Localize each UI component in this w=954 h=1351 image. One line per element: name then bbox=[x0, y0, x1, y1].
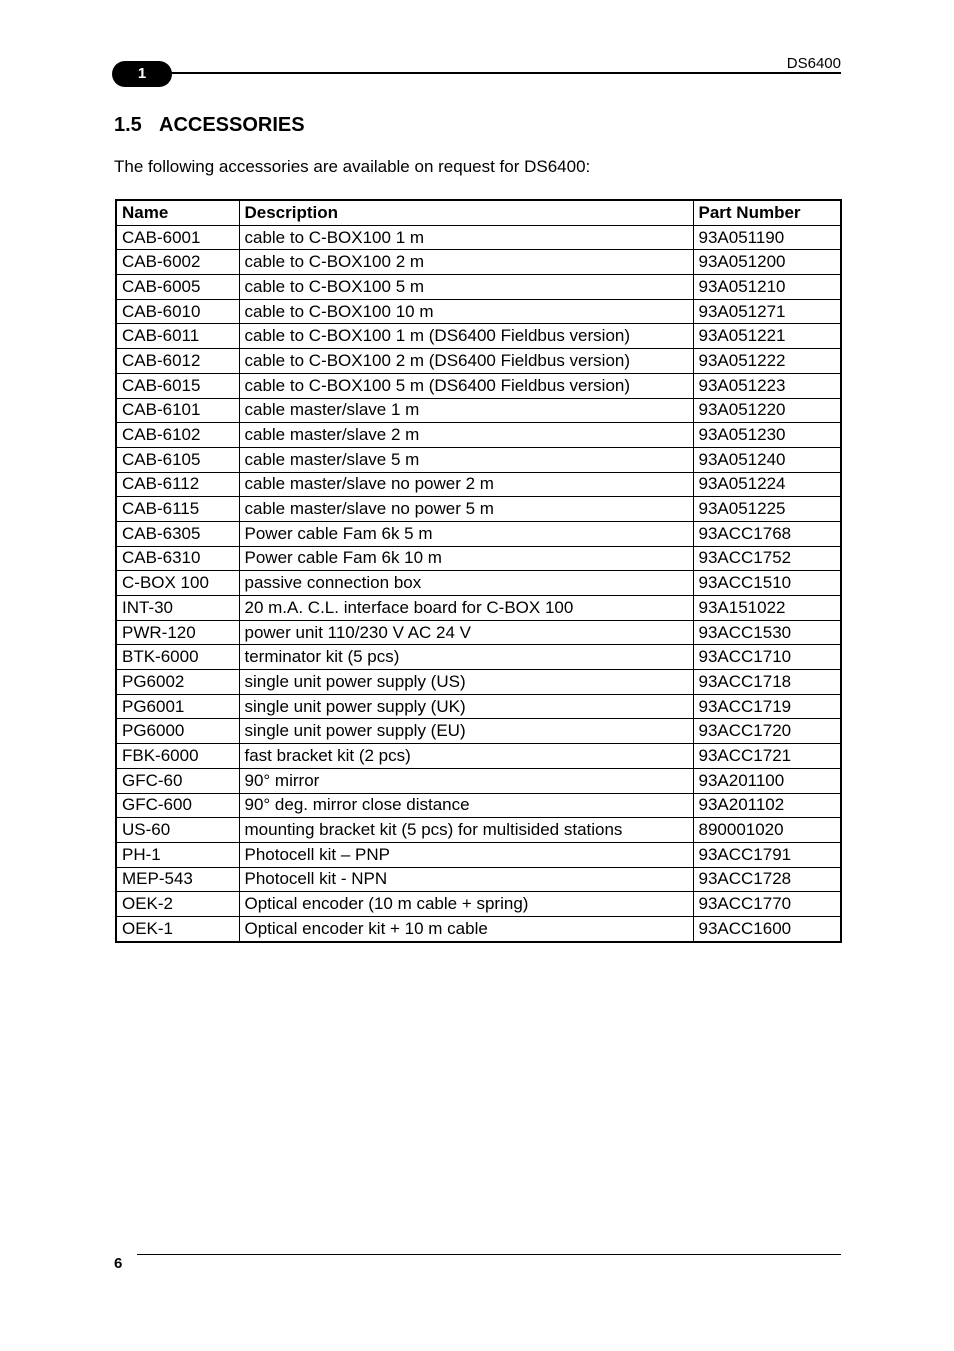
cell-part-number: 93A051230 bbox=[693, 423, 841, 448]
cell-part-number: 93A051240 bbox=[693, 447, 841, 472]
chapter-badge: 1 bbox=[112, 61, 172, 87]
table-row bbox=[116, 596, 841, 621]
cell-name: CAB-6005 bbox=[116, 275, 239, 300]
header-rule bbox=[150, 72, 841, 74]
cell-name: CAB-6102 bbox=[116, 423, 239, 448]
cell-name: PH-1 bbox=[116, 842, 239, 867]
table-header-row bbox=[116, 200, 841, 225]
table-row bbox=[116, 892, 841, 917]
table-row bbox=[116, 571, 841, 596]
cell-description: Power cable Fam 6k 5 m bbox=[239, 521, 693, 546]
cell-name: CAB-6012 bbox=[116, 349, 239, 374]
page-number: 6 bbox=[114, 1255, 123, 1272]
header-name: Name bbox=[116, 200, 239, 225]
cell-description: Photocell kit - NPN bbox=[239, 867, 693, 892]
cell-name: GFC-600 bbox=[116, 793, 239, 818]
section-heading: ACCESSORIES bbox=[159, 114, 305, 136]
cell-name: PG6001 bbox=[116, 694, 239, 719]
cell-name: FBK-6000 bbox=[116, 744, 239, 769]
cell-part-number: 93A051221 bbox=[693, 324, 841, 349]
cell-part-number: 93A201100 bbox=[693, 768, 841, 793]
cell-name: BTK-6000 bbox=[116, 645, 239, 670]
cell-part-number: 93ACC1770 bbox=[693, 892, 841, 917]
table-row bbox=[116, 546, 841, 571]
cell-name: PWR-120 bbox=[116, 620, 239, 645]
accessories-table bbox=[115, 199, 842, 943]
cell-part-number: 93A051220 bbox=[693, 398, 841, 423]
cell-description: passive connection box bbox=[239, 571, 693, 596]
cell-name: PG6000 bbox=[116, 719, 239, 744]
table-row bbox=[116, 324, 841, 349]
cell-description: cable master/slave no power 2 m bbox=[239, 472, 693, 497]
cell-part-number: 93ACC1530 bbox=[693, 620, 841, 645]
cell-description: fast bracket kit (2 pcs) bbox=[239, 744, 693, 769]
cell-name: OEK-2 bbox=[116, 892, 239, 917]
cell-description: cable to C-BOX100 1 m bbox=[239, 225, 693, 250]
table-row bbox=[116, 818, 841, 843]
table-row bbox=[116, 916, 841, 941]
table-row bbox=[116, 472, 841, 497]
cell-part-number: 93A051271 bbox=[693, 299, 841, 324]
cell-description: Power cable Fam 6k 10 m bbox=[239, 546, 693, 571]
cell-part-number: 93ACC1510 bbox=[693, 571, 841, 596]
table-row bbox=[116, 275, 841, 300]
cell-description: cable master/slave 1 m bbox=[239, 398, 693, 423]
cell-description: single unit power supply (UK) bbox=[239, 694, 693, 719]
table-row bbox=[116, 521, 841, 546]
table-row bbox=[116, 447, 841, 472]
table-row bbox=[116, 349, 841, 374]
table-row bbox=[116, 694, 841, 719]
cell-description: cable to C-BOX100 10 m bbox=[239, 299, 693, 324]
cell-name: CAB-6011 bbox=[116, 324, 239, 349]
table-row bbox=[116, 719, 841, 744]
cell-part-number: 93ACC1720 bbox=[693, 719, 841, 744]
table-row bbox=[116, 670, 841, 695]
cell-description: terminator kit (5 pcs) bbox=[239, 645, 693, 670]
cell-description: cable to C-BOX100 1 m (DS6400 Fieldbus version) bbox=[239, 324, 693, 349]
cell-name: CAB-6101 bbox=[116, 398, 239, 423]
footer-rule bbox=[137, 1254, 841, 1255]
cell-name: MEP-543 bbox=[116, 867, 239, 892]
cell-description: Photocell kit – PNP bbox=[239, 842, 693, 867]
cell-part-number: 93ACC1719 bbox=[693, 694, 841, 719]
cell-name: CAB-6112 bbox=[116, 472, 239, 497]
cell-description: Optical encoder (10 m cable + spring) bbox=[239, 892, 693, 917]
cell-name: OEK-1 bbox=[116, 916, 239, 941]
cell-name: CAB-6115 bbox=[116, 497, 239, 522]
table-row bbox=[116, 867, 841, 892]
table-row bbox=[116, 423, 841, 448]
cell-description: 90° deg. mirror close distance bbox=[239, 793, 693, 818]
table-row bbox=[116, 768, 841, 793]
cell-description: 20 m.A. C.L. interface board for C-BOX 100 bbox=[239, 596, 693, 621]
cell-part-number: 93ACC1710 bbox=[693, 645, 841, 670]
document-model: DS6400 bbox=[786, 55, 841, 72]
table-body bbox=[116, 225, 841, 941]
table-row bbox=[116, 645, 841, 670]
header-description: Description bbox=[239, 200, 693, 225]
cell-part-number: 93ACC1721 bbox=[693, 744, 841, 769]
cell-part-number: 93A051200 bbox=[693, 250, 841, 275]
table-row bbox=[116, 497, 841, 522]
cell-part-number: 93A151022 bbox=[693, 596, 841, 621]
cell-part-number: 93A051210 bbox=[693, 275, 841, 300]
table-row bbox=[116, 373, 841, 398]
cell-description: cable master/slave 5 m bbox=[239, 447, 693, 472]
cell-name: US-60 bbox=[116, 818, 239, 843]
cell-part-number: 93ACC1718 bbox=[693, 670, 841, 695]
table-row bbox=[116, 225, 841, 250]
cell-name: GFC-60 bbox=[116, 768, 239, 793]
cell-part-number: 93ACC1791 bbox=[693, 842, 841, 867]
cell-description: cable to C-BOX100 5 m bbox=[239, 275, 693, 300]
table-row bbox=[116, 398, 841, 423]
table-row bbox=[116, 250, 841, 275]
cell-part-number: 93A051222 bbox=[693, 349, 841, 374]
table-row bbox=[116, 299, 841, 324]
cell-part-number: 93ACC1752 bbox=[693, 546, 841, 571]
cell-description: mounting bracket kit (5 pcs) for multisided stations bbox=[239, 818, 693, 843]
cell-part-number: 93A051225 bbox=[693, 497, 841, 522]
cell-name: CAB-6105 bbox=[116, 447, 239, 472]
cell-name: CAB-6015 bbox=[116, 373, 239, 398]
cell-part-number: 93A201102 bbox=[693, 793, 841, 818]
cell-description: power unit 110/230 V AC 24 V bbox=[239, 620, 693, 645]
header-part-number: Part Number bbox=[693, 200, 841, 225]
cell-name: C-BOX 100 bbox=[116, 571, 239, 596]
cell-part-number: 93A051223 bbox=[693, 373, 841, 398]
cell-description: single unit power supply (EU) bbox=[239, 719, 693, 744]
table-row bbox=[116, 842, 841, 867]
section-title bbox=[114, 114, 305, 137]
cell-description: cable to C-BOX100 5 m (DS6400 Fieldbus version) bbox=[239, 373, 693, 398]
cell-part-number: 890001020 bbox=[693, 818, 841, 843]
cell-description: cable to C-BOX100 2 m (DS6400 Fieldbus version) bbox=[239, 349, 693, 374]
cell-name: CAB-6010 bbox=[116, 299, 239, 324]
cell-description: cable master/slave no power 5 m bbox=[239, 497, 693, 522]
table-row bbox=[116, 744, 841, 769]
cell-part-number: 93ACC1728 bbox=[693, 867, 841, 892]
cell-description: cable master/slave 2 m bbox=[239, 423, 693, 448]
cell-name: CAB-6310 bbox=[116, 546, 239, 571]
cell-name: PG6002 bbox=[116, 670, 239, 695]
cell-name: CAB-6305 bbox=[116, 521, 239, 546]
intro-text: The following accessories are available on request for DS6400: bbox=[114, 157, 591, 176]
cell-description: Optical encoder kit + 10 m cable bbox=[239, 916, 693, 941]
cell-part-number: 93A051224 bbox=[693, 472, 841, 497]
table-row bbox=[116, 620, 841, 645]
section-number: 1.5 bbox=[114, 114, 142, 136]
table-row bbox=[116, 793, 841, 818]
cell-name: CAB-6002 bbox=[116, 250, 239, 275]
cell-part-number: 93ACC1600 bbox=[693, 916, 841, 941]
cell-part-number: 93A051190 bbox=[693, 225, 841, 250]
cell-description: single unit power supply (US) bbox=[239, 670, 693, 695]
cell-description: 90° mirror bbox=[239, 768, 693, 793]
cell-part-number: 93ACC1768 bbox=[693, 521, 841, 546]
cell-name: INT-30 bbox=[116, 596, 239, 621]
cell-name: CAB-6001 bbox=[116, 225, 239, 250]
cell-description: cable to C-BOX100 2 m bbox=[239, 250, 693, 275]
